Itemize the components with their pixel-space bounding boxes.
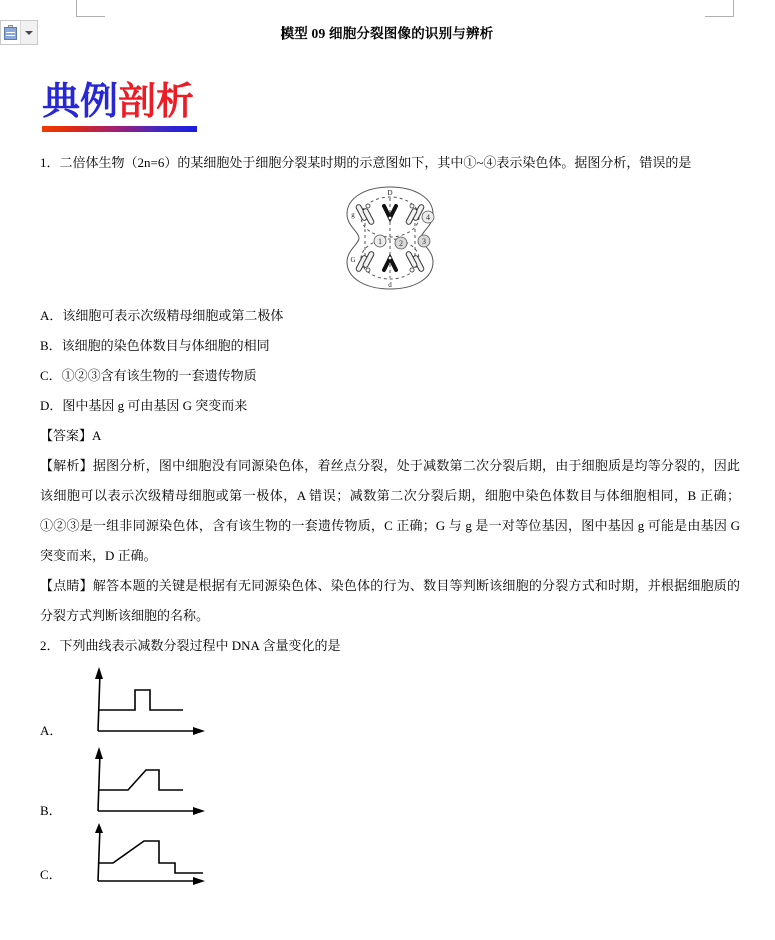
allele-g-label: g (351, 211, 355, 219)
curve-option-b-label: B． (40, 803, 62, 818)
page-title (0, 22, 775, 42)
curve-chart-b (66, 743, 216, 821)
curve-option-a (40, 663, 740, 741)
analysis-label: 【解析】 (40, 458, 93, 473)
chromosome-label-1: 1 (378, 237, 382, 246)
answer-line (40, 421, 740, 451)
cell-division-diagram (335, 184, 445, 292)
section-heading-red: 剖析 (118, 81, 195, 123)
curve-chart-a (66, 663, 216, 741)
section-heading-blue: 典例 (42, 81, 119, 123)
page-crop-mark-top-right (705, 0, 734, 17)
allele-D-label: D (387, 189, 393, 197)
question1-option-c: C．①②③含有该生物的一套遗传物质 (40, 368, 257, 383)
question2-stem: 2．下列曲线表示减数分裂过程中 DNA 含量变化的是 (40, 638, 341, 653)
page-crop-mark-top-left (76, 0, 105, 17)
curve-chart-c (66, 823, 216, 885)
tip-paragraph (40, 571, 740, 631)
answer-value: A (92, 428, 102, 443)
analysis-paragraph (40, 451, 740, 571)
section-heading (42, 80, 194, 124)
question1-option-a: A．该细胞可表示次级精母细胞或第二极体 (40, 308, 284, 323)
document-body (40, 148, 740, 885)
allele-d-label: d (388, 281, 392, 289)
page-title-text: 模型 09 细胞分裂图像的识别与辨析 (280, 26, 494, 41)
answer-label: 【答案】 (40, 428, 93, 443)
tip-text: 解答本题的关键是根据有无同源染色体、染色体的行为、数目等判断该细胞的分裂方式和时期，并根据细胞质的分裂方式判断该细胞的名称。 (40, 578, 740, 623)
chromosome-label-3: 3 (422, 237, 426, 246)
analysis-text: 据图分析，图中细胞没有同源染色体，着丝点分裂，处于减数第二次分裂后期，由于细胞质是均等分裂的，因此该细胞可以表示次级精母细胞或第一极体，A 错误；减数第二次分裂后期，细胞中染色体数目与体细胞相同，B 正确；①②③是一组非同源染色体，含有该生物的一套遗传物质，C 正确；G 与 g 是一对等位基因，图中基因 g 可能是由基因 G 突变而来，D 正确。 (40, 458, 740, 563)
cell-division-figure (40, 184, 740, 297)
question1-option-b: B．该细胞的染色体数目与体细胞的相同 (40, 338, 270, 353)
question1-option-d: D．图中基因 g 可由基因 G 突变而来 (40, 398, 248, 413)
section-heading-rule (42, 126, 197, 132)
curve-option-b (40, 743, 740, 821)
curve-option-c (40, 823, 740, 885)
curve-option-c-label: C． (40, 867, 62, 882)
allele-G-label: G (350, 256, 356, 264)
chromosome-label-4: 4 (426, 213, 430, 222)
curve-option-a-label: A． (40, 723, 63, 738)
tip-label: 【点睛】 (40, 578, 93, 593)
chromosome-label-2: 2 (399, 239, 403, 248)
question1-stem: 1．二倍体生物（2n=6）的某细胞处于细胞分裂某时期的示意图如下，其中①~④表示染色体。据图分析，错误的是 (40, 155, 692, 170)
